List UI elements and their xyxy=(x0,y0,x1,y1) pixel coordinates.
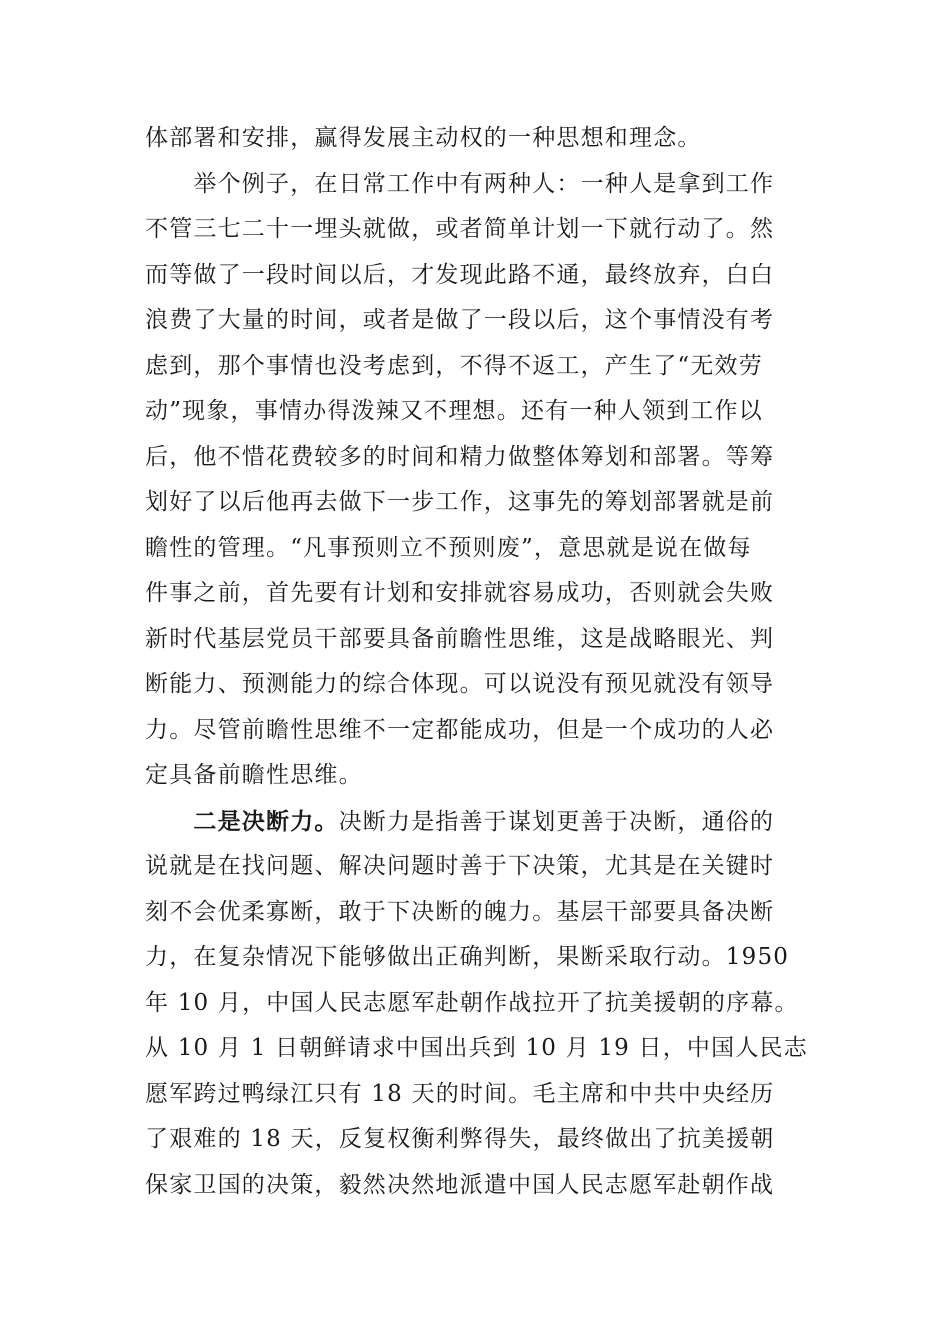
text-line: 新时代基层党员干部要具备前瞻性思维，这是战略眼光、判 xyxy=(145,625,775,652)
text-line: 不管三七二十一埋头就做，或者简单计划一下就行动了。然 xyxy=(145,216,775,242)
text-line-rest: 决断力是指善于谋划更善于决断，通俗的 xyxy=(338,808,775,835)
text-line: 刻不会优柔寡断，敢于下决断的魄力。基层干部要具备决断 xyxy=(145,898,775,925)
text-line: 愿军跨过鸭绿江只有 18 天的时间。毛主席和中共中央经历 xyxy=(145,1080,775,1107)
text-line: 定具备前瞻性思维。 xyxy=(145,762,363,788)
text-line: 说就是在找问题、解决问题时善于下决策，尤其是在关键时 xyxy=(145,853,775,879)
text-line: 了艰难的 18 天，反复权衡利弊得失，最终做出了抗美援朝 xyxy=(145,1126,775,1152)
text-line: 划好了以后他再去做下一步工作，这事先的筹划部署就是前 xyxy=(145,489,775,515)
text-line: 力，在复杂情况下能够做出正确判断，果断采取行动。1950 xyxy=(145,944,790,970)
section-heading: 二是决断力。 xyxy=(145,807,339,835)
text-line: 虑到，那个事情也没考虑到，不得不返工，产生了“无效劳 xyxy=(145,352,763,379)
text-line: 后，他不惜花费较多的时间和精力做整体筹划和部署。等筹 xyxy=(145,443,775,470)
text-line: 而等做了一段时间以后，才发现此路不通，最终放弃，白白 xyxy=(145,261,775,288)
text-line: 断能力、预测能力的综合体现。可以说没有预见就没有领导 xyxy=(145,671,775,697)
body-text xyxy=(145,116,815,1208)
text-line: 从 10 月 1 日朝鲜请求中国出兵到 10 月 19 日，中国人民志 xyxy=(145,1035,808,1061)
text-line: 力。尽管前瞻性思维不一定都能成功，但是一个成功的人必 xyxy=(145,716,775,743)
text-line xyxy=(145,799,815,845)
text-line: 浪费了大量的时间，或者是做了一段以后，这个事情没有考 xyxy=(145,307,775,333)
text-line: 保家卫国的决策，毅然决然地派遣中国人民志愿军赴朝作战 xyxy=(145,1171,775,1198)
text-line: 件事之前，首先要有计划和安排就容易成功，否则就会失败 xyxy=(145,580,775,606)
text-line: 动”现象，事情办得泼辣又不理想。还有一种人领到工作以 xyxy=(145,398,763,424)
text-line: 瞻性的管理。“凡事预则立不预则废”，意思就是说在做每 xyxy=(145,534,752,561)
text-line: 年 10 月，中国人民志愿军赴朝作战拉开了抗美援朝的序幕。 xyxy=(145,989,799,1016)
text-line: 体部署和安排，赢得发展主动权的一种思想和理念。 xyxy=(145,125,702,151)
text-line: 举个例子，在日常工作中有两种人：一种人是拿到工作 xyxy=(145,170,775,197)
